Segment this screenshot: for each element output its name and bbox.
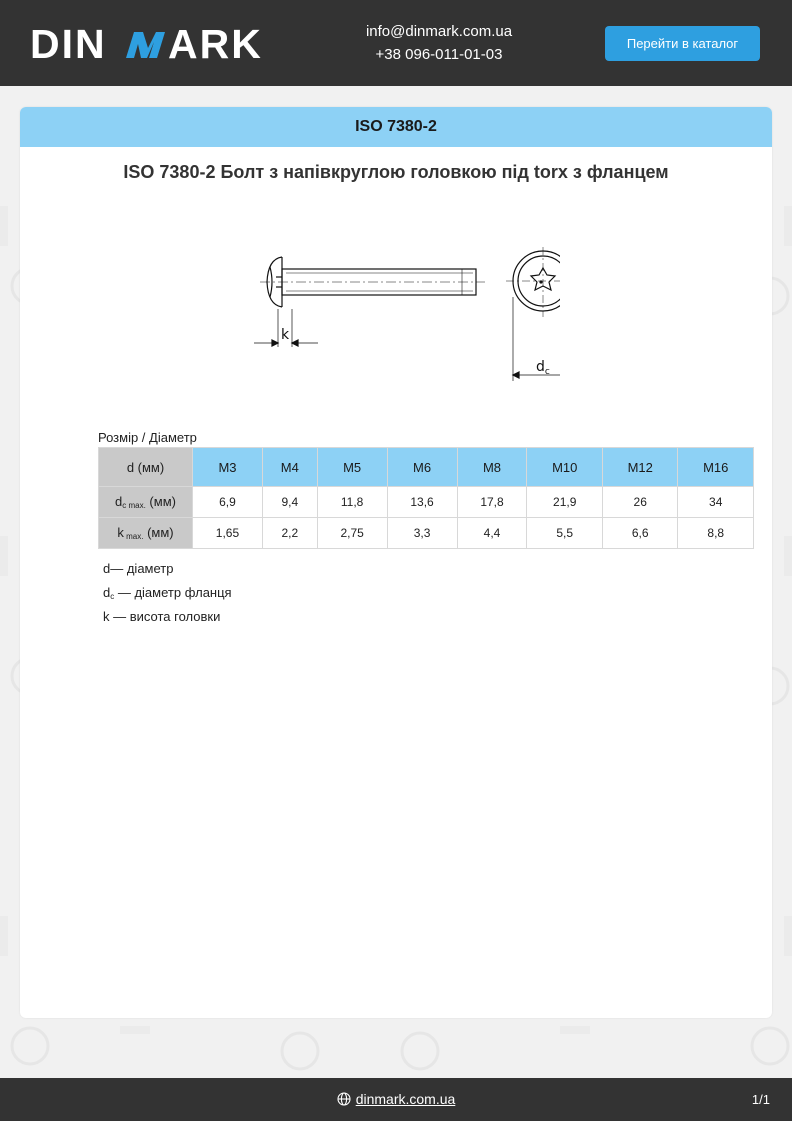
bolt-head-front <box>506 247 560 381</box>
table-cell: 8,8 <box>678 518 754 549</box>
size-header: M6 <box>387 448 457 487</box>
size-header: M16 <box>678 448 754 487</box>
card-heading: ISO 7380-2 <box>20 107 772 147</box>
size-table <box>98 447 754 549</box>
site-footer <box>0 1078 792 1121</box>
footer-site-link[interactable]: dinmark.com.ua <box>0 1078 792 1121</box>
size-header: M10 <box>527 448 603 487</box>
size-header: M4 <box>262 448 317 487</box>
size-header: M12 <box>602 448 678 487</box>
product-title: ISO 7380-2 Болт з напівкруглою головкою під torx з фланцем <box>123 162 669 182</box>
legend-item: k — висота головки <box>103 609 221 624</box>
contact-info <box>330 20 548 66</box>
globe-icon <box>337 1092 351 1106</box>
table-cell: 11,8 <box>317 487 387 518</box>
table-cell: 26 <box>602 487 678 518</box>
table-cell: 17,8 <box>457 487 527 518</box>
row-label-dc: $d_{c max.}$ (мм) <box>99 487 193 518</box>
logo-text-left: DIN <box>30 24 107 64</box>
table-cell: 3,3 <box>387 518 457 549</box>
table-cell: 13,6 <box>387 487 457 518</box>
go-to-catalog-button[interactable]: Перейти в каталог <box>605 26 760 61</box>
dimension-label-dc: $d_c$ <box>536 359 550 377</box>
contact-phone[interactable]: +38 096-011-01-03 <box>375 46 503 63</box>
table-cell: 9,4 <box>262 487 317 518</box>
table-row <box>99 518 754 549</box>
bolt-technical-drawing <box>230 247 560 382</box>
table-cell: 21,9 <box>527 487 603 518</box>
table-row <box>99 487 754 518</box>
legend <box>103 559 232 631</box>
legend-item: d— діаметр <box>103 561 174 576</box>
legend-item: $d_c$ — діаметр фланця <box>103 585 232 601</box>
logo-text-right: ARK <box>168 24 263 64</box>
dimension-label-k: k <box>281 327 290 343</box>
product-card <box>20 107 772 1018</box>
table-header-row <box>99 448 754 487</box>
table-cell: 6,9 <box>193 487 263 518</box>
size-header: M3 <box>193 448 263 487</box>
row-label-k: k $_{max.}$ (мм) <box>99 518 193 549</box>
table-cell: 4,4 <box>457 518 527 549</box>
size-header: M5 <box>317 448 387 487</box>
table-cell: 5,5 <box>527 518 603 549</box>
contact-email[interactable]: info@dinmark.com.ua <box>365 23 513 40</box>
table-cell: 6,6 <box>602 518 678 549</box>
logo-m-mark <box>126 32 165 58</box>
table-cell: 2,75 <box>317 518 387 549</box>
table-caption: Розмір / Діаметр <box>98 430 197 445</box>
size-header: M8 <box>457 448 527 487</box>
site-header <box>0 0 792 86</box>
table-cell: 1,65 <box>193 518 263 549</box>
table-cell: 2,2 <box>262 518 317 549</box>
dinmark-logo[interactable] <box>30 24 275 64</box>
page-number: 1/1 <box>751 1092 770 1107</box>
table-cell: 34 <box>678 487 754 518</box>
table-corner-label: d (мм) <box>99 448 193 487</box>
